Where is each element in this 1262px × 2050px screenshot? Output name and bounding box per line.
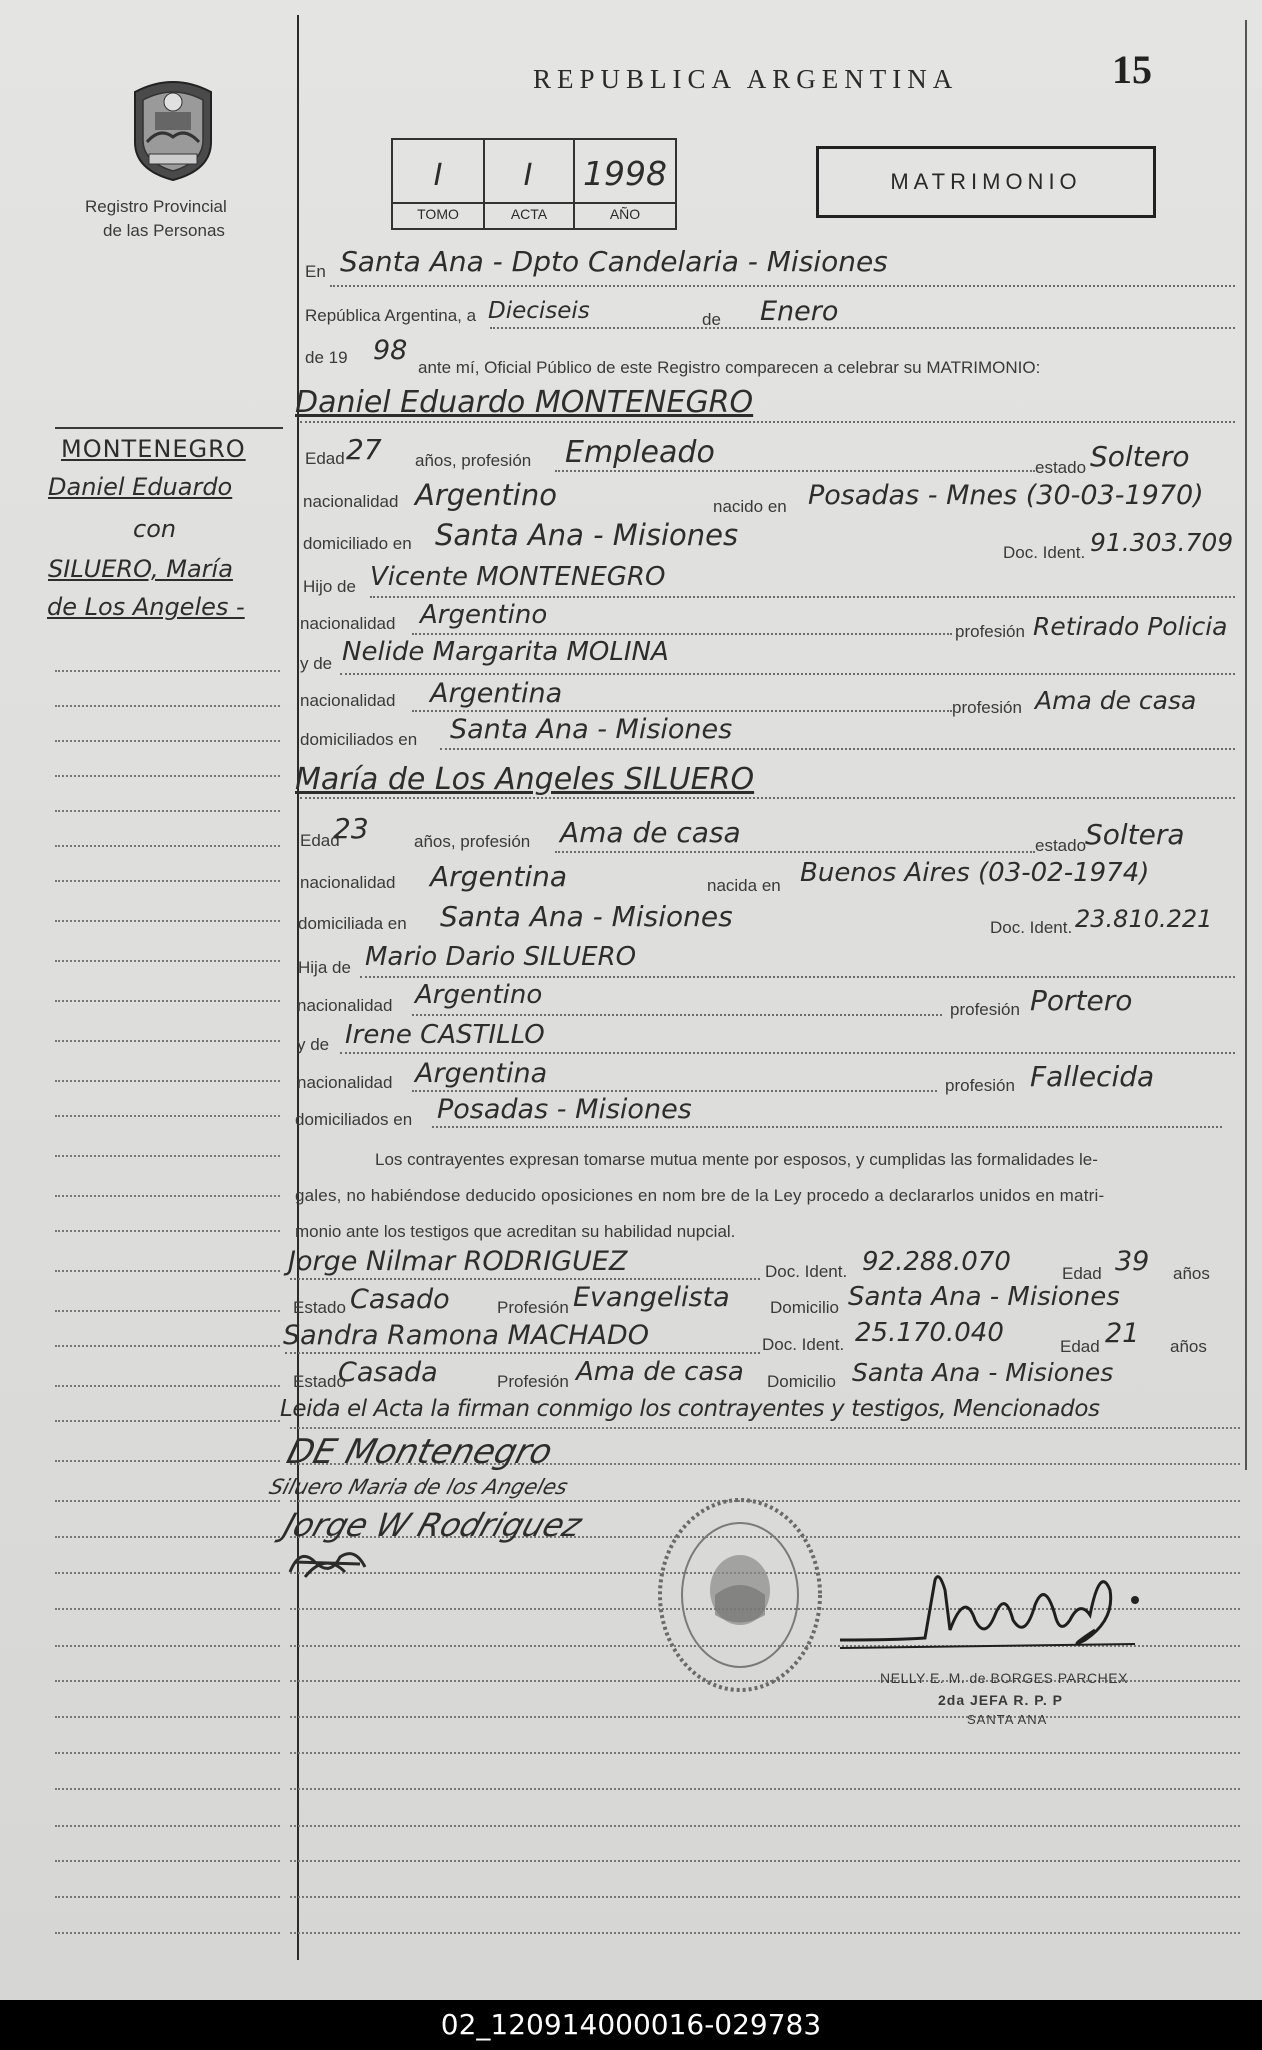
tomo-value: I	[433, 158, 443, 193]
groom-nationality-label: nacionalidad	[303, 492, 399, 511]
bride-parents-dom-label: domiciliados en	[295, 1110, 413, 1129]
groom-mother-nat-label: nacionalidad	[300, 691, 396, 710]
bride-age: 23	[333, 812, 369, 845]
bride-address: Santa Ana - Misiones	[440, 900, 733, 933]
groom-hijo-label: Hijo de	[303, 577, 356, 596]
margin-note-line3: con	[133, 515, 177, 543]
margin-note-line1: MONTENEGRO	[61, 435, 246, 463]
bride-birthplace: Buenos Aires (03-02-1974)	[800, 858, 1150, 888]
bride-father-prof-label: profesión	[950, 1000, 1020, 1019]
registry-name-line2: de las Personas	[103, 221, 225, 240]
witness2-profession: Ama de casa	[576, 1357, 744, 1387]
groom-profession: Empleado	[565, 435, 715, 470]
witness2-anos-label: años	[1170, 1337, 1207, 1356]
groom-signature: DE Montenegro	[282, 1432, 557, 1472]
groom-doc: 91.303.709	[1090, 528, 1234, 557]
left-column-rule	[297, 15, 299, 1960]
declaration-line3: monio ante los testigos que acreditan su habilidad nupcial.	[295, 1222, 736, 1241]
marriage-place: Santa Ana - Dpto Candelaria - Misiones	[340, 245, 888, 278]
groom-father: Vicente MONTENEGRO	[370, 562, 666, 592]
bride-parents-address: Posadas - Misiones	[437, 1094, 692, 1125]
witness1-status: Casado	[350, 1284, 450, 1315]
scan-id-footer: 02_120914000016-029783	[0, 2000, 1262, 2050]
right-page-rule	[1245, 20, 1247, 1470]
groom-address: Santa Ana - Misiones	[435, 518, 739, 552]
closing-read-note: Leida el Acta la firman conmigo los contrayentes y testigos, Mencionados	[280, 1396, 1100, 1422]
witness2-status: Casada	[338, 1357, 438, 1388]
bride-doc: 23.810.221	[1075, 905, 1213, 933]
witness2-name: Sandra Ramona MACHADO	[283, 1320, 649, 1351]
record-type: MATRIMONIO	[890, 169, 1082, 194]
witness1-address: Santa Ana - Misiones	[848, 1282, 1120, 1312]
witness2-address: Santa Ana - Misiones	[852, 1358, 1114, 1387]
marriage-month: Enero	[760, 296, 839, 327]
declaration-line1: Los contrayentes expresan tomarse mutua mente por esposos, y cumplidas las formalidades le-	[375, 1150, 1098, 1169]
bride-mother: Irene CASTILLO	[345, 1020, 545, 1050]
witness2-dom-label: Domicilio	[767, 1372, 836, 1391]
groom-domiciliado-label: domiciliado en	[303, 534, 412, 553]
margin-note-line5: de Los Angeles -	[47, 593, 245, 621]
bride-estado-label: estado	[1035, 836, 1087, 855]
bride-hija-label: Hija de	[298, 958, 351, 977]
registry-name-line1: Registro Provincial	[85, 197, 227, 216]
witness2-doc: 25.170.040	[855, 1318, 1004, 1348]
groom-father-nat-label: nacionalidad	[300, 614, 396, 633]
intro-statement: ante mí, Oficial Público de este Registro comparecen a celebrar su MATRIMONIO:	[418, 358, 1041, 377]
republica-label: República Argentina, a	[305, 306, 477, 325]
witness1-name: Jorge Nilmar RODRIGUEZ	[288, 1246, 628, 1277]
officer-title: 2da JEFA R. P. P	[938, 1692, 1063, 1708]
bride-nationality: Argentina	[430, 860, 568, 893]
groom-mother-prof-label: profesión	[952, 698, 1022, 717]
witness1-dom-label: Domicilio	[770, 1298, 839, 1317]
margin-note-line2: Daniel Eduardo	[48, 473, 233, 501]
country-title: REPUBLICA ARGENTINA	[533, 64, 959, 94]
bride-profession: Ama de casa	[560, 816, 741, 849]
bride-mother-nat-label: nacionalidad	[297, 1073, 393, 1092]
record-index-box	[391, 138, 677, 230]
witness2-signature-scribble	[285, 1542, 375, 1587]
groom-doc-label: Doc. Ident.	[1003, 543, 1086, 562]
witness2-estado-label: Estado	[293, 1372, 346, 1391]
bride-father-nationality: Argentino	[415, 980, 543, 1010]
de-label: de	[702, 310, 721, 329]
page-number: 15	[1112, 47, 1152, 92]
bride-nacida-label: nacida en	[707, 876, 781, 895]
bride-edad-label: Edad	[300, 831, 340, 850]
groom-name: Daniel Eduardo MONTENEGRO	[295, 385, 754, 420]
witness1-profession: Evangelista	[573, 1282, 730, 1313]
groom-yde-label: y de	[300, 654, 333, 673]
groom-parents-address: Santa Ana - Misiones	[450, 714, 733, 745]
groom-mother-profession: Ama de casa	[1035, 686, 1197, 715]
declaration-line2: gales, no habiéndose deducido oposiciones en nom bre de la Ley procedo a declararlos unidos en matri-	[295, 1186, 1105, 1205]
groom-nacido-label: nacido en	[713, 497, 787, 516]
groom-status: Soltero	[1090, 440, 1190, 473]
groom-mother: Nelide Margarita MOLINA	[342, 637, 669, 667]
bride-doc-label: Doc. Ident.	[990, 918, 1073, 937]
groom-father-profession: Retirado Policia	[1033, 612, 1228, 641]
bride-mother-nationality: Argentina	[415, 1058, 548, 1089]
officer-name: NELLY E. M. de BORGES PARCHEX	[880, 1670, 1128, 1686]
groom-estado-label: estado	[1035, 458, 1087, 477]
misiones-seal-logo	[125, 72, 221, 182]
record-type-box	[816, 146, 1156, 218]
official-stamp	[655, 1495, 825, 1695]
anio-value: 1998	[583, 154, 667, 193]
witness2-doc-label: Doc. Ident.	[762, 1335, 845, 1354]
bride-nationality-label: nacionalidad	[300, 873, 396, 892]
year-prefix: de 19	[305, 348, 348, 367]
groom-father-prof-label: profesión	[955, 622, 1025, 641]
groom-birthplace: Posadas - Mnes (30-03-1970)	[808, 480, 1204, 511]
tomo-label: TOMO	[417, 206, 459, 222]
witness1-anos-label: años	[1173, 1264, 1210, 1283]
bride-signature: Siluero Maria de los Angeles	[266, 1475, 571, 1499]
bride-mother-prof-label: profesión	[945, 1076, 1015, 1095]
bride-yde-label: y de	[297, 1035, 330, 1054]
groom-father-nationality: Argentino	[420, 600, 548, 630]
acta-value: I	[523, 158, 533, 193]
officer-place: SANTA ANA	[967, 1712, 1048, 1727]
witness1-doc: 92.288.070	[862, 1247, 1011, 1277]
witness2-age: 21	[1105, 1318, 1140, 1349]
witness1-doc-label: Doc. Ident.	[765, 1262, 848, 1281]
bride-father-profession: Portero	[1030, 984, 1133, 1017]
groom-mother-nationality: Argentina	[430, 678, 563, 709]
groom-edad-label: Edad	[305, 449, 345, 468]
witness1-estado-label: Estado	[293, 1298, 346, 1317]
witness1-age: 39	[1115, 1246, 1150, 1277]
witness2-edad-label: Edad	[1060, 1337, 1100, 1356]
groom-anos-prof-label: años, profesión	[415, 451, 532, 470]
witness1-prof-label: Profesión	[497, 1298, 569, 1317]
groom-parents-dom-label: domiciliados en	[300, 730, 418, 749]
bride-name: María de Los Angeles SILUERO	[295, 762, 755, 797]
bride-mother-profession: Fallecida	[1030, 1060, 1155, 1093]
bride-anos-prof-label: años, profesión	[414, 832, 531, 851]
marriage-day: Dieciseis	[488, 298, 590, 324]
groom-age: 27	[346, 433, 382, 466]
acta-label: ACTA	[510, 206, 548, 222]
anio-label: AÑO	[609, 206, 641, 222]
witness2-prof-label: Profesión	[497, 1372, 569, 1391]
witness1-edad-label: Edad	[1062, 1264, 1102, 1283]
margin-note-line4: SILUERO, María	[48, 555, 233, 583]
officer-signature	[835, 1560, 1165, 1685]
bride-father: Mario Dario SILUERO	[365, 942, 637, 972]
bride-status: Soltera	[1085, 818, 1185, 851]
en-label: En	[305, 262, 326, 281]
groom-nationality: Argentino	[415, 478, 557, 512]
witness1-signature: Jorge W Rodriguez	[278, 1506, 587, 1544]
bride-domiciliada-label: domiciliada en	[298, 914, 407, 933]
bride-father-nat-label: nacionalidad	[297, 996, 393, 1015]
marriage-year: 98	[373, 335, 408, 366]
